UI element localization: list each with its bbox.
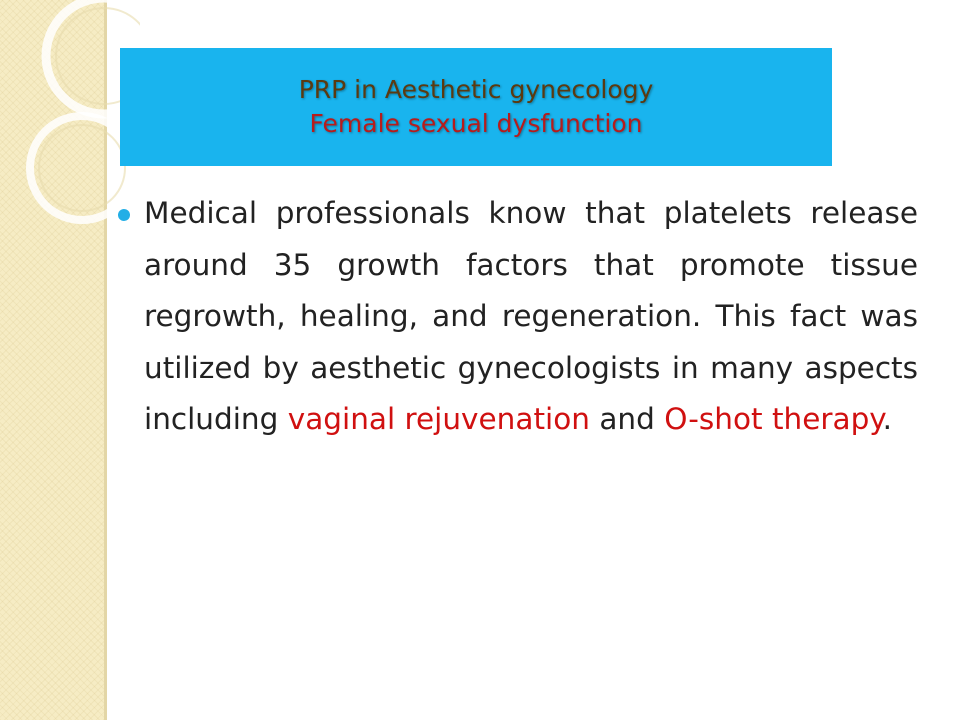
- bullet-dot-icon: [118, 209, 130, 221]
- slide-body: [118, 188, 918, 446]
- bullet-text-part-2: and: [589, 402, 665, 436]
- title-banner: [120, 48, 832, 166]
- highlight-vaginal-rejuvenation: vaginal rejuvenation: [287, 402, 590, 436]
- bullet-text-part-3: .: [882, 402, 892, 436]
- bullet-item: [118, 188, 918, 446]
- decorative-circle-inner: [39, 125, 125, 211]
- bullet-text-part-1: Medical professionals know that platelets release around 35 growth factors that promote tissue regrowth, healing, and regeneration. This fact was utilized by aesthetic gynecologists in many aspects including: [144, 196, 918, 436]
- highlight-o-shot-therapy: O-shot therapy: [664, 402, 883, 436]
- slide-subtitle: Female sexual dysfunction: [309, 109, 643, 138]
- slide-title: PRP in Aesthetic gynecology: [298, 75, 654, 104]
- bullet-text: [144, 188, 918, 446]
